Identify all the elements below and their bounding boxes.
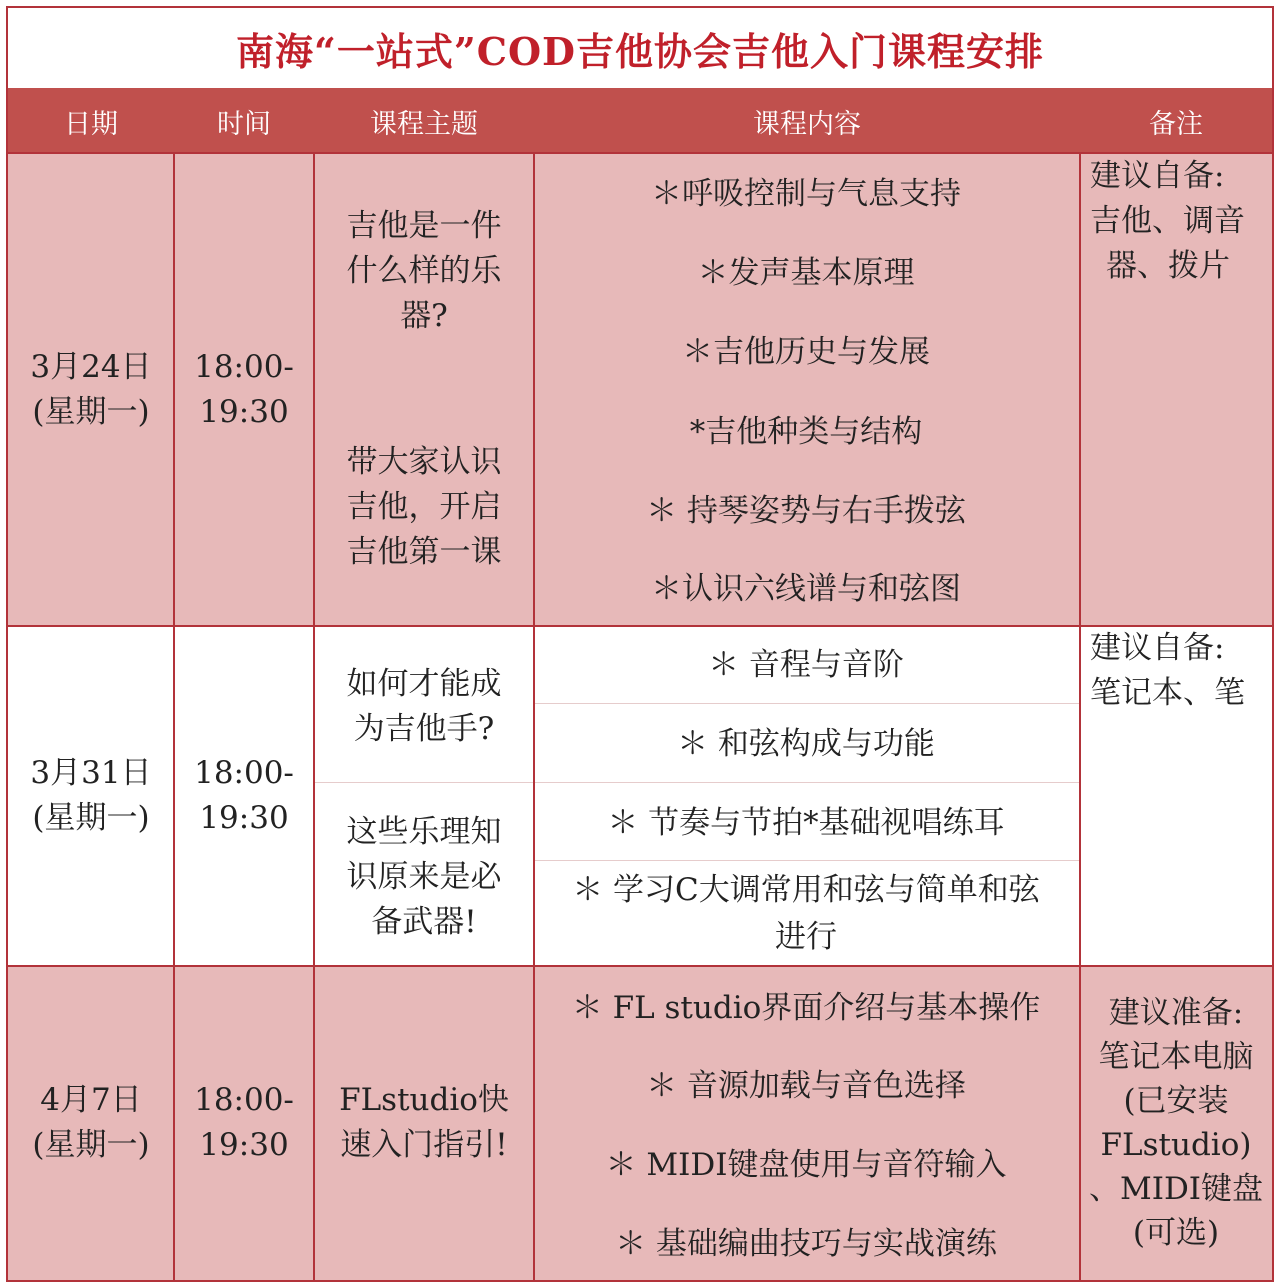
schedule-table bbox=[6, 6, 1274, 1282]
row3-date-day: 4月7日 bbox=[40, 1082, 142, 1118]
content-divider bbox=[534, 703, 1080, 704]
grid-line bbox=[8, 625, 1272, 627]
content-item: ＊ 音程与音阶 bbox=[708, 647, 904, 683]
content-item: ＊ 音源加载与音色选择 bbox=[646, 1068, 966, 1104]
content-item: ＊ 持琴姿势与右手拨弦 bbox=[646, 493, 966, 529]
row2-topic-divider bbox=[314, 782, 534, 783]
grid-line bbox=[173, 154, 175, 1280]
note-line: 、MIDI键盘 bbox=[1088, 1171, 1264, 1207]
topic-line: 器? bbox=[400, 298, 448, 334]
row2-time-end: 19:30 bbox=[199, 800, 289, 836]
row3-date-weekday: (星期一) bbox=[32, 1127, 150, 1163]
row1-date-day: 3月24日 bbox=[30, 349, 152, 385]
topic-line: 识原来是必 bbox=[346, 859, 502, 895]
header-date: 日期 bbox=[8, 88, 174, 154]
content-item: *吉他种类与结构 bbox=[689, 414, 923, 450]
grid-line bbox=[8, 965, 1272, 967]
header-content: 课程内容 bbox=[534, 88, 1080, 154]
content-item: ＊ MIDI键盘使用与音符输入 bbox=[605, 1147, 1007, 1183]
note-line: 笔记本电脑 bbox=[1098, 1039, 1254, 1075]
topic-line: 速入门指引! bbox=[340, 1127, 508, 1163]
row2-note bbox=[1080, 626, 1272, 966]
note-line: 建议准备: bbox=[1108, 995, 1244, 1031]
content-item: ＊吉他历史与发展 bbox=[682, 334, 930, 370]
content-item: ＊ 基础编曲技巧与实战演练 bbox=[615, 1226, 997, 1262]
topic-line: 吉他第一课 bbox=[346, 534, 502, 570]
page-title: 南海“一站式”COD吉他协会吉他入门课程安排 bbox=[8, 8, 1272, 88]
row3-content-list bbox=[534, 966, 1080, 1280]
row1-time-end: 19:30 bbox=[199, 394, 289, 430]
topic-line: FLstudio快 bbox=[339, 1082, 509, 1118]
grid-line bbox=[8, 152, 1272, 154]
content-item: ＊呼吸控制与气息支持 bbox=[651, 176, 961, 212]
grid-line bbox=[533, 154, 535, 1280]
header-time: 时间 bbox=[174, 88, 314, 154]
topic-line: 备武器! bbox=[371, 904, 477, 940]
content-item: ＊认识六线谱与和弦图 bbox=[651, 571, 961, 607]
row1-time-start: 18:00- bbox=[194, 349, 294, 385]
topic-line: 什么样的乐 bbox=[346, 253, 502, 289]
note-line: 吉他、调音 bbox=[1090, 203, 1245, 239]
note-line: (可选) bbox=[1132, 1215, 1220, 1251]
topic-line: 如何才能成 bbox=[346, 666, 502, 702]
row2-date-day: 3月31日 bbox=[30, 755, 152, 791]
grid-line bbox=[1079, 154, 1081, 1280]
row1-date-weekday: (星期一) bbox=[32, 394, 150, 430]
content-item: 进行 bbox=[775, 919, 837, 955]
content-item: ＊ 和弦构成与功能 bbox=[677, 726, 935, 762]
grid-line bbox=[313, 154, 315, 1280]
note-line: (已安装 bbox=[1123, 1083, 1229, 1119]
note-line: 笔记本、笔 bbox=[1090, 675, 1245, 711]
header-note: 备注 bbox=[1080, 88, 1272, 154]
topic-line: 为吉他手? bbox=[353, 711, 495, 747]
row1-content-list bbox=[534, 154, 1080, 626]
note-line: 建议自备: bbox=[1090, 158, 1225, 194]
content-item: ＊ 学习C大调常用和弦与简单和弦 bbox=[572, 872, 1040, 908]
row2-time-start: 18:00- bbox=[194, 755, 294, 791]
topic-line: 吉他是一件 bbox=[346, 208, 502, 244]
row2-content-list bbox=[534, 626, 1080, 966]
topic-line: 带大家认识 bbox=[346, 444, 502, 480]
content-item: ＊发声基本原理 bbox=[697, 255, 915, 291]
content-item: ＊ 节奏与节拍*基础视唱练耳 bbox=[607, 805, 1005, 841]
topic-line: 这些乐理知 bbox=[346, 814, 502, 850]
note-line: 器、拨片 bbox=[1106, 248, 1230, 284]
row3-time-start: 18:00- bbox=[194, 1082, 294, 1118]
row2-date-weekday: (星期一) bbox=[32, 800, 150, 836]
row3-topic bbox=[314, 966, 534, 1280]
note-line: FLstudio) bbox=[1100, 1127, 1252, 1163]
row1-time bbox=[174, 154, 314, 626]
content-item: ＊ FL studio界面介绍与基本操作 bbox=[571, 990, 1041, 1026]
note-line: 建议自备: bbox=[1090, 630, 1225, 666]
row3-note bbox=[1080, 966, 1272, 1280]
row1-date bbox=[8, 154, 174, 626]
topic-line: 吉他，开启 bbox=[346, 489, 502, 525]
row3-time-end: 19:30 bbox=[199, 1127, 289, 1163]
row2-date bbox=[8, 626, 174, 966]
content-divider bbox=[534, 860, 1080, 861]
content-divider bbox=[534, 782, 1080, 783]
row3-date bbox=[8, 966, 174, 1280]
row2-time bbox=[174, 626, 314, 966]
row3-time bbox=[174, 966, 314, 1280]
header-topic: 课程主题 bbox=[314, 88, 534, 154]
row1-note bbox=[1080, 154, 1272, 626]
